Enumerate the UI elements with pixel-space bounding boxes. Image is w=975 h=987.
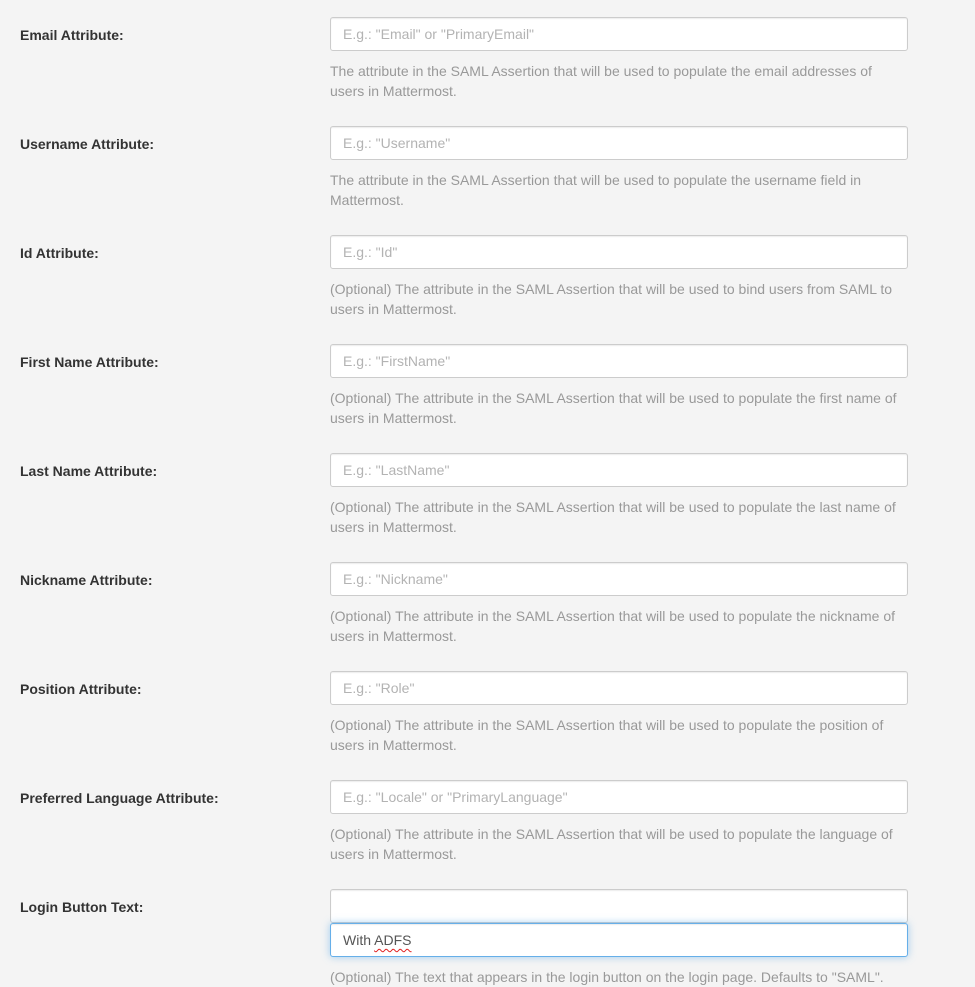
form-group-id-attribute (20, 235, 955, 319)
form-group-nickname-attribute (20, 562, 955, 646)
form-group-last-name-attribute (20, 453, 955, 537)
form-group-username-attribute (20, 126, 955, 210)
position-attribute-help: (Optional) The attribute in the SAML Assertion that will be used to populate the position of users in Mattermost. (330, 717, 884, 753)
field-control (330, 671, 908, 755)
email-attribute-label: Email Attribute: (20, 27, 124, 43)
first-name-attribute-label: First Name Attribute: (20, 354, 159, 370)
id-attribute-label: Id Attribute: (20, 245, 99, 261)
login-button-text-label: Login Button Text: (20, 899, 144, 915)
last-name-attribute-help: (Optional) The attribute in the SAML Assertion that will be used to populate the last name of users in Mattermost. (330, 499, 896, 535)
form-group-email-attribute (20, 17, 955, 101)
position-attribute-input[interactable] (330, 671, 908, 705)
form-group-preferred-language-attribute (20, 780, 955, 864)
email-attribute-help: The attribute in the SAML Assertion that will be used to populate the email addresses of users in Mattermost. (330, 63, 872, 99)
saml-attributes-form (20, 17, 955, 987)
input-value-text: With (343, 932, 375, 948)
field-control (330, 453, 908, 537)
field-control (330, 235, 908, 319)
first-name-attribute-input[interactable] (330, 344, 908, 378)
last-name-attribute-label: Last Name Attribute: (20, 463, 158, 479)
preferred-language-attribute-label: Preferred Language Attribute: (20, 790, 219, 806)
field-control (330, 562, 908, 646)
nickname-attribute-label: Nickname Attribute: (20, 572, 153, 588)
username-attribute-input[interactable] (330, 126, 908, 160)
field-control (330, 17, 908, 101)
nickname-attribute-input[interactable] (330, 562, 908, 596)
form-group-first-name-attribute (20, 344, 955, 428)
login-button-text-input[interactable] (330, 923, 908, 957)
text-input[interactable] (330, 889, 908, 923)
preferred-language-attribute-input[interactable] (330, 780, 908, 814)
email-attribute-input[interactable] (330, 17, 908, 51)
login-button-text-help: (Optional) The text that appears in the login button on the login page. Defaults to "SAML". (330, 969, 884, 985)
username-attribute-help: The attribute in the SAML Assertion that will be used to populate the username field in Mattermost. (330, 172, 862, 208)
nickname-attribute-help: (Optional) The attribute in the SAML Assertion that will be used to populate the nickname of users in Mattermost. (330, 608, 895, 644)
form-group-position-attribute (20, 671, 955, 755)
field-control (330, 889, 908, 987)
id-attribute-input[interactable] (330, 235, 908, 269)
id-attribute-help: (Optional) The attribute in the SAML Assertion that will be used to bind users from SAML to users in Mattermost. (330, 281, 893, 317)
field-control (330, 780, 908, 864)
form-group-login-button-text (20, 889, 955, 987)
field-control (330, 126, 908, 210)
field-control (330, 344, 908, 428)
username-attribute-label: Username Attribute: (20, 136, 155, 152)
input-value-misspelled-text: ADFS (374, 932, 412, 948)
preferred-language-attribute-help: (Optional) The attribute in the SAML Assertion that will be used to populate the language of users in Mattermost. (330, 826, 893, 862)
first-name-attribute-help: (Optional) The attribute in the SAML Assertion that will be used to populate the first name of users in Mattermost. (330, 390, 897, 426)
last-name-attribute-input[interactable] (330, 453, 908, 487)
position-attribute-label: Position Attribute: (20, 681, 142, 697)
